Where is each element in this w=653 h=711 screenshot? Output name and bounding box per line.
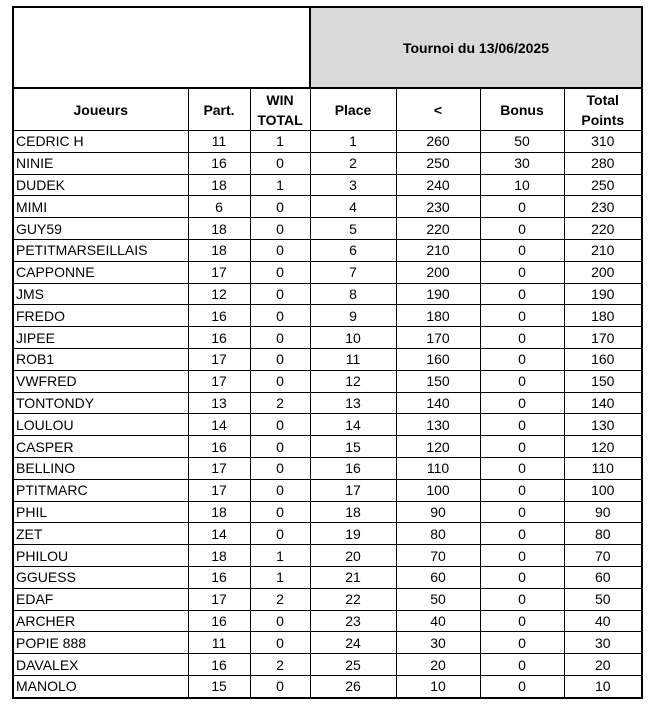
ranking-rows <box>13 131 642 698</box>
cell-score: 10 <box>396 675 480 697</box>
table-row <box>13 632 642 654</box>
cell-bonus: 50 <box>480 131 564 153</box>
cell-total-points: 160 <box>564 348 642 370</box>
cell-games: 13 <box>188 392 250 414</box>
cell-bonus: 0 <box>480 588 564 610</box>
cell-total-points: 80 <box>564 523 642 545</box>
cell-bonus: 0 <box>480 196 564 218</box>
table-row <box>13 436 642 458</box>
cell-players: ZET <box>13 523 188 545</box>
table-row <box>13 261 642 283</box>
cell-win-total: 0 <box>250 675 310 697</box>
cell-bonus: 0 <box>480 348 564 370</box>
cell-players: JIPEE <box>13 327 188 349</box>
cell-total-points: 110 <box>564 457 642 479</box>
table-row <box>13 479 642 501</box>
table-row <box>13 283 642 305</box>
cell-bonus: 0 <box>480 261 564 283</box>
cell-players: CEDRIC H <box>13 131 188 153</box>
cell-players: PETITMARSEILLAIS <box>13 239 188 261</box>
cell-total-points: 230 <box>564 196 642 218</box>
cell-games: 16 <box>188 436 250 458</box>
table-row <box>13 588 642 610</box>
cell-place: 2 <box>310 152 396 174</box>
cell-players: MANOLO <box>13 675 188 697</box>
cell-place: 11 <box>310 348 396 370</box>
cell-games: 16 <box>188 654 250 676</box>
cell-games: 16 <box>188 566 250 588</box>
cell-games: 16 <box>188 152 250 174</box>
cell-score: 190 <box>396 283 480 305</box>
cell-total-points: 50 <box>564 588 642 610</box>
cell-win-total: 0 <box>250 196 310 218</box>
table-row <box>13 654 642 676</box>
cell-place: 5 <box>310 218 396 240</box>
cell-win-total: 0 <box>250 348 310 370</box>
cell-total-points: 200 <box>564 261 642 283</box>
cell-players: CAPPONNE <box>13 261 188 283</box>
cell-score: 30 <box>396 632 480 654</box>
cell-players: LOULOU <box>13 414 188 436</box>
cell-win-total: 0 <box>250 218 310 240</box>
cell-place: 14 <box>310 414 396 436</box>
cell-games: 17 <box>188 370 250 392</box>
cell-bonus: 0 <box>480 370 564 392</box>
cell-players: POPIE 888 <box>13 632 188 654</box>
cell-games: 17 <box>188 457 250 479</box>
cell-total-points: 210 <box>564 239 642 261</box>
cell-place: 16 <box>310 457 396 479</box>
cell-win-total: 0 <box>250 457 310 479</box>
cell-place: 19 <box>310 523 396 545</box>
cell-score: 160 <box>396 348 480 370</box>
cell-games: 18 <box>188 218 250 240</box>
cell-place: 7 <box>310 261 396 283</box>
cell-players: PHILOU <box>13 545 188 567</box>
cell-place: 18 <box>310 501 396 523</box>
cell-place: 9 <box>310 305 396 327</box>
cell-win-total: 0 <box>250 523 310 545</box>
cell-bonus: 0 <box>480 436 564 458</box>
cell-place: 17 <box>310 479 396 501</box>
table-row <box>13 152 642 174</box>
cell-place: 12 <box>310 370 396 392</box>
column-header-games: Part. <box>188 88 250 131</box>
cell-place: 8 <box>310 283 396 305</box>
cell-win-total: 0 <box>250 610 310 632</box>
cell-win-total: 0 <box>250 414 310 436</box>
cell-win-total: 0 <box>250 305 310 327</box>
cell-players: EDAF <box>13 588 188 610</box>
cell-place: 1 <box>310 131 396 153</box>
cell-players: PHIL <box>13 501 188 523</box>
cell-place: 20 <box>310 545 396 567</box>
table-row <box>13 392 642 414</box>
cell-win-total: 2 <box>250 654 310 676</box>
cell-score: 100 <box>396 479 480 501</box>
cell-score: 180 <box>396 305 480 327</box>
table-row <box>13 370 642 392</box>
table-row <box>13 218 642 240</box>
cell-win-total: 0 <box>250 479 310 501</box>
table-row <box>13 501 642 523</box>
cell-place: 13 <box>310 392 396 414</box>
cell-bonus: 0 <box>480 632 564 654</box>
table-row <box>13 566 642 588</box>
column-header-players: Joueurs <box>13 88 188 131</box>
cell-score: 250 <box>396 152 480 174</box>
cell-score: 80 <box>396 523 480 545</box>
cell-bonus: 0 <box>480 610 564 632</box>
cell-place: 6 <box>310 239 396 261</box>
cell-place: 22 <box>310 588 396 610</box>
cell-win-total: 0 <box>250 152 310 174</box>
cell-players: MIMI <box>13 196 188 218</box>
cell-bonus: 10 <box>480 174 564 196</box>
cell-win-total: 0 <box>250 283 310 305</box>
cell-score: 60 <box>396 566 480 588</box>
cell-players: DUDEK <box>13 174 188 196</box>
column-header-bonus: Bonus <box>480 88 564 131</box>
cell-bonus: 0 <box>480 654 564 676</box>
column-header-win-total: WIN TOTAL <box>250 88 310 131</box>
cell-players: FREDO <box>13 305 188 327</box>
cell-players: GUY59 <box>13 218 188 240</box>
cell-place: 4 <box>310 196 396 218</box>
cell-score: 40 <box>396 610 480 632</box>
cell-players: BELLINO <box>13 457 188 479</box>
cell-total-points: 70 <box>564 545 642 567</box>
cell-total-points: 10 <box>564 675 642 697</box>
cell-games: 17 <box>188 479 250 501</box>
cell-win-total: 0 <box>250 239 310 261</box>
cell-score: 230 <box>396 196 480 218</box>
cell-win-total: 1 <box>250 566 310 588</box>
cell-games: 18 <box>188 545 250 567</box>
cell-score: 220 <box>396 218 480 240</box>
cell-place: 26 <box>310 675 396 697</box>
cell-bonus: 0 <box>480 218 564 240</box>
cell-games: 14 <box>188 523 250 545</box>
cell-players: TONTONDY <box>13 392 188 414</box>
table-row <box>13 327 642 349</box>
cell-players: GGUESS <box>13 566 188 588</box>
cell-games: 12 <box>188 283 250 305</box>
table-row <box>13 305 642 327</box>
cell-bonus: 0 <box>480 239 564 261</box>
cell-players: ROB1 <box>13 348 188 370</box>
cell-score: 200 <box>396 261 480 283</box>
cell-place: 15 <box>310 436 396 458</box>
cell-bonus: 0 <box>480 392 564 414</box>
cell-total-points: 190 <box>564 283 642 305</box>
cell-score: 50 <box>396 588 480 610</box>
table-row <box>13 675 642 697</box>
cell-games: 17 <box>188 348 250 370</box>
column-header-row <box>13 88 642 131</box>
cell-score: 210 <box>396 239 480 261</box>
cell-players: VWFRED <box>13 370 188 392</box>
cell-place: 21 <box>310 566 396 588</box>
cell-players: CASPER <box>13 436 188 458</box>
cell-total-points: 90 <box>564 501 642 523</box>
cell-score: 90 <box>396 501 480 523</box>
ranking-sheet <box>12 6 643 699</box>
cell-win-total: 1 <box>250 174 310 196</box>
cell-bonus: 30 <box>480 152 564 174</box>
cell-score: 70 <box>396 545 480 567</box>
cell-total-points: 180 <box>564 305 642 327</box>
cell-bonus: 0 <box>480 457 564 479</box>
cell-bonus: 0 <box>480 327 564 349</box>
cell-bonus: 0 <box>480 283 564 305</box>
column-header-total-points: Total Points <box>564 88 642 131</box>
table-row <box>13 414 642 436</box>
cell-players: DAVALEX <box>13 654 188 676</box>
cell-games: 16 <box>188 610 250 632</box>
cell-total-points: 60 <box>564 566 642 588</box>
cell-total-points: 310 <box>564 131 642 153</box>
cell-total-points: 40 <box>564 610 642 632</box>
cell-place: 25 <box>310 654 396 676</box>
cell-score: 110 <box>396 457 480 479</box>
cell-bonus: 0 <box>480 675 564 697</box>
cell-bonus: 0 <box>480 566 564 588</box>
cell-win-total: 0 <box>250 327 310 349</box>
cell-win-total: 2 <box>250 588 310 610</box>
cell-win-total: 0 <box>250 436 310 458</box>
cell-place: 24 <box>310 632 396 654</box>
cell-bonus: 0 <box>480 523 564 545</box>
cell-total-points: 250 <box>564 174 642 196</box>
cell-place: 23 <box>310 610 396 632</box>
table-row <box>13 610 642 632</box>
column-header-place: Place <box>310 88 396 131</box>
cell-games: 16 <box>188 327 250 349</box>
cell-total-points: 120 <box>564 436 642 458</box>
blank-header-cell <box>13 7 310 88</box>
table-row <box>13 239 642 261</box>
cell-games: 14 <box>188 414 250 436</box>
cell-win-total: 1 <box>250 545 310 567</box>
cell-win-total: 0 <box>250 632 310 654</box>
cell-place: 10 <box>310 327 396 349</box>
cell-games: 17 <box>188 261 250 283</box>
cell-players: NINIE <box>13 152 188 174</box>
column-header-score: < <box>396 88 480 131</box>
cell-win-total: 0 <box>250 370 310 392</box>
cell-place: 3 <box>310 174 396 196</box>
table-row <box>13 457 642 479</box>
cell-bonus: 0 <box>480 501 564 523</box>
cell-players: JMS <box>13 283 188 305</box>
cell-games: 16 <box>188 305 250 327</box>
cell-total-points: 220 <box>564 218 642 240</box>
cell-bonus: 0 <box>480 545 564 567</box>
cell-games: 15 <box>188 675 250 697</box>
cell-games: 18 <box>188 501 250 523</box>
cell-score: 260 <box>396 131 480 153</box>
cell-games: 18 <box>188 239 250 261</box>
cell-total-points: 130 <box>564 414 642 436</box>
cell-total-points: 20 <box>564 654 642 676</box>
cell-total-points: 170 <box>564 327 642 349</box>
table-row <box>13 174 642 196</box>
cell-win-total: 1 <box>250 131 310 153</box>
table-row <box>13 196 642 218</box>
cell-score: 140 <box>396 392 480 414</box>
cell-score: 170 <box>396 327 480 349</box>
cell-score: 20 <box>396 654 480 676</box>
cell-score: 130 <box>396 414 480 436</box>
cell-total-points: 280 <box>564 152 642 174</box>
cell-bonus: 0 <box>480 479 564 501</box>
cell-win-total: 0 <box>250 501 310 523</box>
table-row <box>13 545 642 567</box>
table-row <box>13 523 642 545</box>
cell-total-points: 150 <box>564 370 642 392</box>
cell-bonus: 0 <box>480 414 564 436</box>
cell-score: 150 <box>396 370 480 392</box>
cell-games: 11 <box>188 131 250 153</box>
cell-games: 6 <box>188 196 250 218</box>
cell-score: 120 <box>396 436 480 458</box>
cell-players: PTITMARC <box>13 479 188 501</box>
cell-win-total: 0 <box>250 261 310 283</box>
cell-games: 17 <box>188 588 250 610</box>
cell-games: 18 <box>188 174 250 196</box>
cell-total-points: 140 <box>564 392 642 414</box>
table-row <box>13 131 642 153</box>
cell-total-points: 100 <box>564 479 642 501</box>
cell-win-total: 2 <box>250 392 310 414</box>
cell-score: 240 <box>396 174 480 196</box>
cell-games: 11 <box>188 632 250 654</box>
cell-players: ARCHER <box>13 610 188 632</box>
ranking-table <box>12 6 643 699</box>
cell-bonus: 0 <box>480 305 564 327</box>
table-row <box>13 348 642 370</box>
cell-total-points: 30 <box>564 632 642 654</box>
tournament-title: Tournoi du 13/06/2025 <box>310 7 642 88</box>
